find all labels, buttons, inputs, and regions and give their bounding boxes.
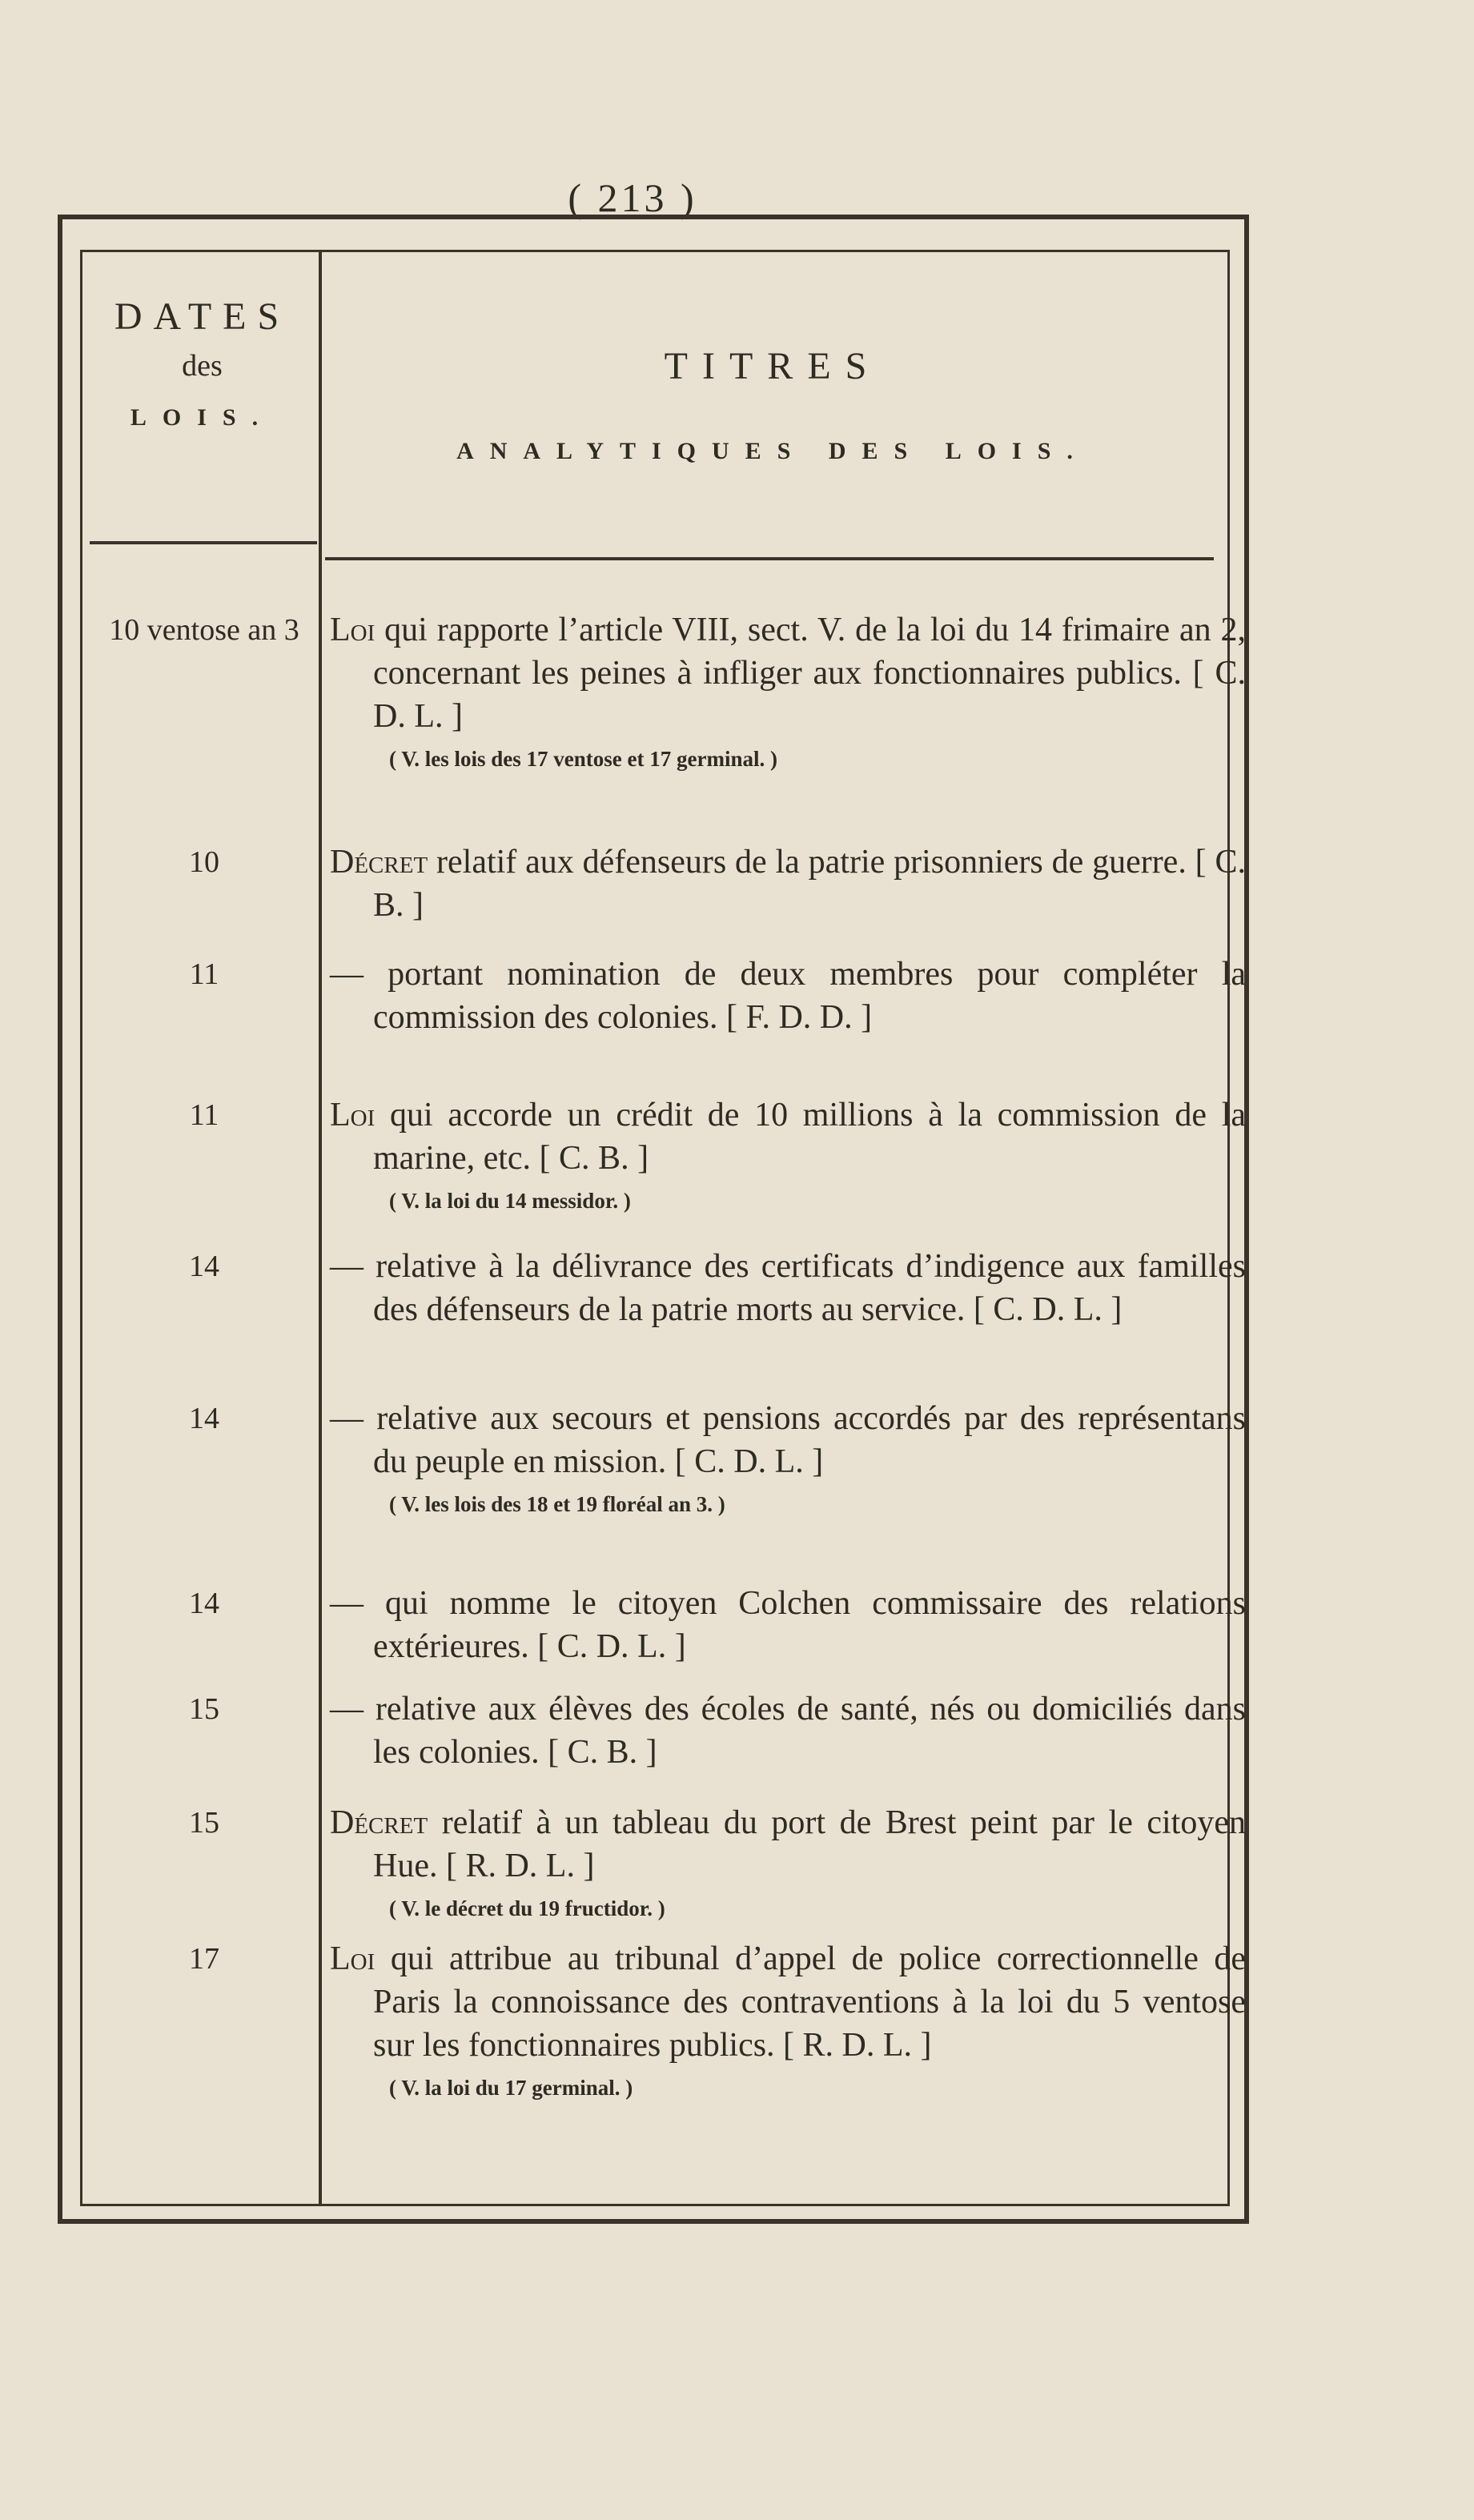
entry-lead: Loi bbox=[330, 612, 376, 648]
entry-date: 14 bbox=[189, 1402, 219, 1435]
entry-date: 17 bbox=[189, 1942, 219, 1976]
entry-date: 14 bbox=[189, 1587, 219, 1620]
entry-text bbox=[330, 1687, 1246, 1774]
entry-text bbox=[330, 608, 1246, 780]
entry-body: — relative aux élèves des écoles de santé, nés ou domiciliés dans les colonies. [ C. B. ] bbox=[330, 1691, 1246, 1771]
entry-body: — relative à la délivrance des certificats d’indigence aux familles des défenseurs de la patrie morts au service. [ C. D. L. ] bbox=[330, 1248, 1246, 1328]
entry-lead: Décret bbox=[330, 844, 428, 881]
header-dates-line1: DATES bbox=[114, 295, 291, 338]
entry-body: — relative aux secours et pensions accordés par des représentans du peuple en mission. [ C. D. L. ] bbox=[330, 1400, 1246, 1480]
entry-lead: Décret bbox=[330, 1804, 428, 1841]
entry-date: 11 bbox=[189, 1098, 219, 1132]
entry-lead: Loi bbox=[330, 1097, 376, 1134]
entry-date: 15 bbox=[189, 1806, 219, 1840]
entry-text bbox=[330, 1582, 1246, 1668]
entry-body: relatif à un tableau du port de Brest peint par le citoyen Hue. [ R. D. L. ] bbox=[373, 1804, 1246, 1884]
header-titles-line2: ANALYTIQUES DES LOIS. bbox=[456, 438, 1089, 464]
entry-text bbox=[330, 841, 1246, 927]
entry-body: qui rapporte l’article VIII, sect. V. de la loi du 14 frimaire an 2, concernant les peines à infliger aux fonctionnaires publics. [ C. D. L. ] bbox=[373, 612, 1246, 735]
entry-lead: Loi bbox=[330, 1940, 376, 1977]
entry-date: 10 bbox=[189, 845, 219, 879]
entry-body: — qui nomme le citoyen Colchen commissaire des relations extérieures. [ C. D. L. ] bbox=[330, 1585, 1246, 1665]
entry-text bbox=[330, 953, 1246, 1039]
entry-text bbox=[330, 1093, 1246, 1222]
entry-ref: ( V. les lois des 18 et 19 floréal an 3. ) bbox=[389, 1492, 725, 1516]
entry-date: 15 bbox=[189, 1692, 219, 1726]
entry-ref: ( V. la loi du 14 messidor. ) bbox=[389, 1189, 631, 1213]
header-dates-line2: des bbox=[182, 349, 223, 383]
entry-text bbox=[330, 1937, 1246, 2109]
header-titles-line1: TITRES bbox=[664, 345, 882, 387]
entry-body: — portant nomination de deux membres pour compléter la commission des colonies. [ F. D. D. ] bbox=[330, 956, 1246, 1036]
entry-text bbox=[330, 1801, 1246, 1929]
entry-body: qui accorde un crédit de 10 millions à la commission de la marine, etc. [ C. B. ] bbox=[373, 1097, 1247, 1177]
entry-date: 11 bbox=[189, 957, 219, 991]
entry-date: 10 ventose an 3 bbox=[109, 613, 299, 647]
entry-text bbox=[330, 1245, 1246, 1331]
entry-body: qui attribue au tribunal d’appel de police correctionnelle de Paris la connoissance des contraventions à la loi du 5 ventose sur les fonctionnaires publics. [ R. D. L. ] bbox=[373, 1940, 1247, 2064]
entry-ref: ( V. le décret du 19 fructidor. ) bbox=[389, 1896, 665, 1920]
entry-ref: ( V. les lois des 17 ventose et 17 germinal. ) bbox=[389, 747, 777, 771]
header-dates-line3: LOIS. bbox=[130, 404, 275, 431]
entry-date: 14 bbox=[189, 1250, 219, 1283]
entry-body: relatif aux défenseurs de la patrie prisonniers de guerre. [ C. B. ] bbox=[373, 844, 1247, 924]
entry-text bbox=[330, 1397, 1246, 1525]
page-number: ( 213 ) bbox=[568, 175, 697, 220]
entry-ref: ( V. la loi du 17 germinal. ) bbox=[389, 2076, 633, 2100]
